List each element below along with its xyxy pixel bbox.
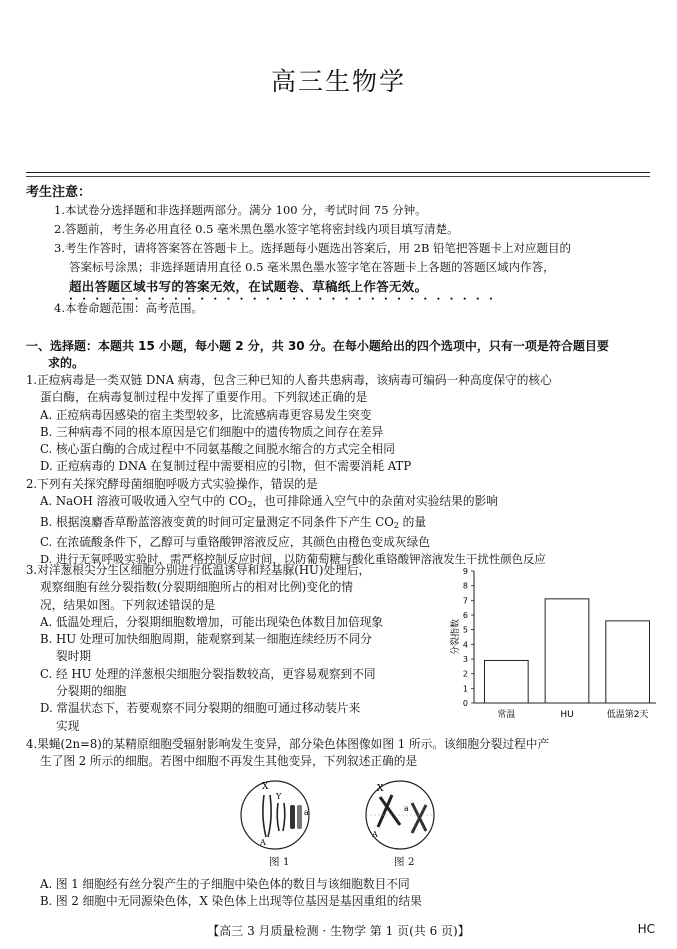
question-stem: 观察细胞有丝分裂指数(分裂期细胞所占的相对比例)变化的情	[40, 580, 353, 595]
divider	[26, 176, 650, 177]
y-tick-label: 0	[462, 699, 468, 708]
chromosome-x	[378, 795, 400, 827]
page-footer: 【高三 3 月质量检测 · 生物学 第 1 页(共 6 页)】	[207, 924, 470, 938]
notice-emphasis-text: 超出答题区域书写的答案无效，在试题卷、草稿纸上作答无效。 • • •	[69, 277, 427, 296]
option-b: B. HU 处理可加快细胞周期，能观察到某一细胞连续经历不同分	[40, 632, 372, 647]
section-heading-line: 求的。	[48, 356, 85, 370]
bar-3	[606, 621, 650, 703]
option-c-cont: 分裂期的细胞	[56, 684, 127, 699]
question-stem: 蛋白酶，在病毒复制过程中发挥了重要作用。下列叙述正确的是	[40, 390, 368, 405]
label-A: A	[372, 830, 378, 839]
y-axis-label: 分裂指数	[451, 618, 461, 656]
notice-item: 3.考生作答时，请将答案答在答题卡上。选择题每小题选出答案后，用 2B 铅笔把答题卡上对应题目的	[54, 241, 572, 255]
label-x: X	[377, 784, 384, 794]
question-stem: 生了图 2 所示的细胞。若图中细胞不再发生其他变异，下列叙述正确的是	[40, 754, 418, 769]
option-text: B. 根据溴麝香草酚蓝溶液变黄的时间可定量测定不同条件下产生 CO	[40, 514, 394, 529]
option-d: D. 正痘病毒的 DNA 在复制过程中需要相应的引物，但不需要消耗 ATP	[40, 459, 412, 474]
bar-chart	[446, 565, 661, 725]
divider	[26, 172, 650, 173]
option-d: D. 进行无氧呼吸实验时，需严格控制反应时间，以防葡萄糖与酸化重铬酸钾溶液发生干扰性颜色反应	[40, 552, 546, 567]
question-stem: 3.对洋葱根尖分生区细胞分别进行低温诱导和羟基脲(HU)处理后，	[26, 563, 371, 577]
notice-list	[54, 201, 654, 318]
option-b	[26, 514, 656, 534]
subscript: 2	[247, 500, 253, 510]
x-tick-label: 低温第2天	[606, 710, 649, 720]
option-c: C. 在浓硫酸条件下，乙醇可与重铬酸钾溶液反应，其颜色由橙色变成灰绿色	[40, 534, 430, 549]
question-1	[26, 372, 656, 476]
label-a: a	[404, 804, 409, 813]
question-4-options	[26, 876, 656, 911]
question-2	[26, 476, 656, 568]
question-stem: 2.下列有关探究酵母菌细胞呼吸方式实验操作，错误的是	[26, 477, 318, 491]
option-c: C. 核心蛋白酶的合成过程中不同氨基酸之间脱水缩合的方式完全相同	[40, 442, 395, 457]
option-text: A. NaOH 溶液可吸收通入空气中的 CO	[40, 494, 248, 509]
option-b: B. 三种病毒不同的根本原因是它们细胞中的遗传物质之间存在差异	[40, 424, 384, 439]
notice-heading: 考生注意：	[26, 185, 92, 200]
x-tick-label: 常温	[497, 710, 516, 720]
label-x: X	[262, 782, 269, 792]
chromosome-x	[263, 795, 271, 837]
label-a: a	[304, 808, 309, 817]
y-tick-label: 3	[462, 655, 468, 664]
notice-item: 1.本试卷分选择题和非选择题两部分。满分 100 分，考试时间 75 分钟。	[54, 203, 427, 217]
section-heading-line: 一、选择题：本题共 15 小题，每小题 2 分，共 30 分。在每小题给出的四个选项中，只有一项是符合题目要	[26, 339, 609, 353]
notice-item: 答案标号涂黑；非选择题请用直径 0.5 毫米黑色墨水签字笔在答题卡上各题的答题区域内作答，	[69, 260, 555, 274]
notice-item: 4.本卷命题范围：高考范围。	[54, 301, 203, 315]
y-tick-label: 1	[462, 684, 468, 694]
option-d-cont: 实现	[56, 718, 80, 733]
label-y: Y	[276, 792, 282, 801]
question-4	[26, 736, 656, 771]
y-tick-label: 5	[462, 625, 468, 635]
y-tick-label: 9	[462, 567, 468, 576]
chromosome	[297, 805, 302, 829]
figure-drawings	[240, 775, 440, 855]
figure-1-caption: 图 1	[269, 856, 290, 868]
y-tick-label: 2	[462, 669, 468, 679]
figure-2-caption: 图 2	[394, 856, 415, 868]
option-c: C. 经 HU 处理的洋葱根尖细胞分裂指数较高，更容易观察到不同	[40, 666, 376, 681]
mitotic-index-chart	[446, 565, 661, 725]
x-tick-label: HU	[560, 710, 574, 720]
chromosome	[290, 805, 295, 829]
option-a: A. 正痘病毒因感染的宿主类型较多，比流感病毒更容易发生突变	[40, 407, 372, 422]
paper-code: HC	[637, 922, 655, 936]
section-heading	[26, 338, 656, 372]
y-tick-label: 8	[462, 581, 468, 591]
notice-item-emphasis	[54, 277, 654, 299]
option-b-cont: 裂时期	[56, 649, 92, 664]
y-tick-label: 4	[462, 640, 468, 650]
bar-1	[484, 660, 528, 703]
y-tick-label: 7	[462, 596, 468, 606]
page-title: 高三生物学	[270, 67, 406, 96]
notice-item: 2.答题前，考生务必用直径 0.5 毫米黑色墨水签字笔将密封线内项目填写清楚。	[54, 222, 459, 236]
question-stem: 4.果蝇(2n=8)的某精原细胞受辐射影响发生变异，部分染色体图像如图 1 所示。该细胞分裂过程中产	[26, 737, 550, 751]
subscript: 2	[393, 520, 399, 530]
chromosome-y	[277, 803, 285, 831]
y-tick-label: 6	[462, 611, 468, 620]
option-a	[26, 493, 656, 513]
option-text: ，也可排除通入空气中的杂菌对实验结果的影响	[252, 494, 498, 509]
bar-2	[545, 599, 589, 703]
option-a: A. 图 1 细胞经有丝分裂产生的子细胞中染色体的数目与该细胞数目不同	[40, 877, 410, 891]
question-stem: 1.正痘病毒是一类双链 DNA 病毒，包含三种已知的人畜共患病毒，该病毒可编码一种高度保守的核心	[26, 373, 552, 387]
option-b: B. 图 2 细胞中无同源染色体，X 染色体上出现等位基因是基因重组的结果	[40, 894, 422, 909]
option-d: D. 常温状态下，若要观察不同分裂期的细胞可通过移动装片来	[40, 701, 361, 716]
question-stem: 况，结果如图。下列叙述错误的是	[40, 597, 216, 612]
option-text: 的量	[398, 514, 427, 529]
label-A: A	[260, 838, 266, 847]
chromosome	[412, 803, 426, 833]
question-3	[26, 562, 444, 735]
option-a: A. 低温处理后，分裂期细胞数增加，可能出现染色体数目加倍现象	[40, 614, 384, 629]
